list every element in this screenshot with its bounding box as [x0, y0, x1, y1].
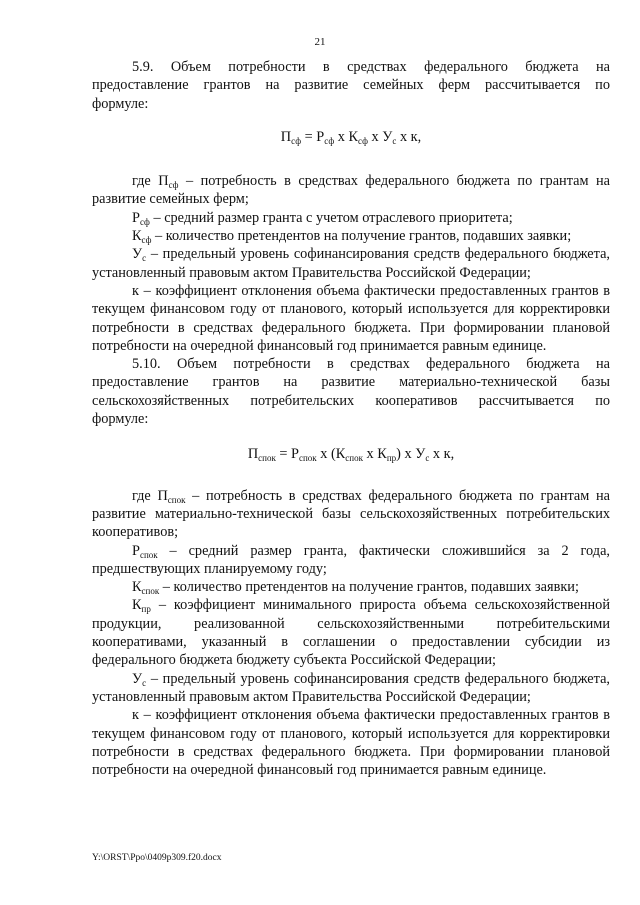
definition-item: к – коэффициент отклонения объема фактически предоставленных грантов в текущем финансовом году от планового, который используется для корректировки потребности в средствах федерального бюджета. При формировании плановой потребности на очередной финансовый год принимается равным единице.: [92, 282, 610, 354]
definition-item: где $П_{сф}$ – потребность в средствах федерального бюджета по грантам на развитие семейных ферм;: [92, 173, 610, 208]
definition-item: $У_с$ – предельный уровень софинансирования средств федерального бюджета, установленный правовым актом Правительства Российской Федерации;: [92, 670, 610, 705]
definition-item: $К_{спок}$ – количество претендентов на получение грантов, подавших заявки;: [132, 579, 579, 597]
definition-item: $У_с$ – предельный уровень софинансирования средств федерального бюджета, установленный правовым актом Правительства Российской Федерации;: [92, 246, 610, 281]
file-path-footer: Y:\ORST\Ppo\0409p309.f20.docx: [92, 853, 222, 863]
page-number: 21: [314, 36, 326, 48]
formula-cooperatives: $П_{спок} = Р_{спок}$ x ($К_{спок}$ x $К_{пр}$) x $У_с$ x к,: [247, 446, 455, 464]
definition-item: где $П_{спок}$ – потребность в средствах федерального бюджета по грантам на развитие материально-технической базы сельскохозяйственных потребительских кооперативов;: [92, 487, 610, 541]
definition-item: к – коэффициент отклонения объема фактически предоставленных грантов в текущем финансовом году от планового, который используется для корректировки потребности в средствах федерального бюджета. При формировании плановой потребности на очередной финансовый год принимается равным единице.: [92, 707, 610, 779]
section-5-10-intro: 5.10. Объем потребности в средствах федерального бюджета на предоставление грантов на развитие материально-технической базы сельскохозяйственных потребительских кооперативов рассчитывается по формуле:: [92, 356, 610, 428]
section-5-9-intro: 5.9. Объем потребности в средствах федерального бюджета на предоставление грантов на развитие семейных ферм рассчитывается по формуле:: [92, 59, 610, 112]
definition-item: $К_{пр}$ – коэффициент минимального прироста объема сельскохозяйственной продукции, реализованной сельскохозяйственными потребительскими кооперативами, указанный в соглашении о предоставлении субсидии из федерального бюджета бюджету субъекта Российской Федерации;: [92, 597, 610, 669]
document-body: [92, 58, 610, 779]
definition-item: $Р_{спок}$ – средний размер гранта, фактически сложившийся за 2 года, предшествующих планируемому году;: [92, 542, 610, 577]
formula-family-farms: $П_{сф} = Р_{сф}$ x $К_{сф}$ x $У_с$ x к,: [280, 128, 422, 146]
definition-item: $Р_{сф}$ – средний размер гранта с учетом отраслевого приоритета;: [132, 209, 513, 227]
definition-item: $К_{сф}$ – количество претендентов на получение грантов, подавших заявки;: [132, 228, 572, 246]
